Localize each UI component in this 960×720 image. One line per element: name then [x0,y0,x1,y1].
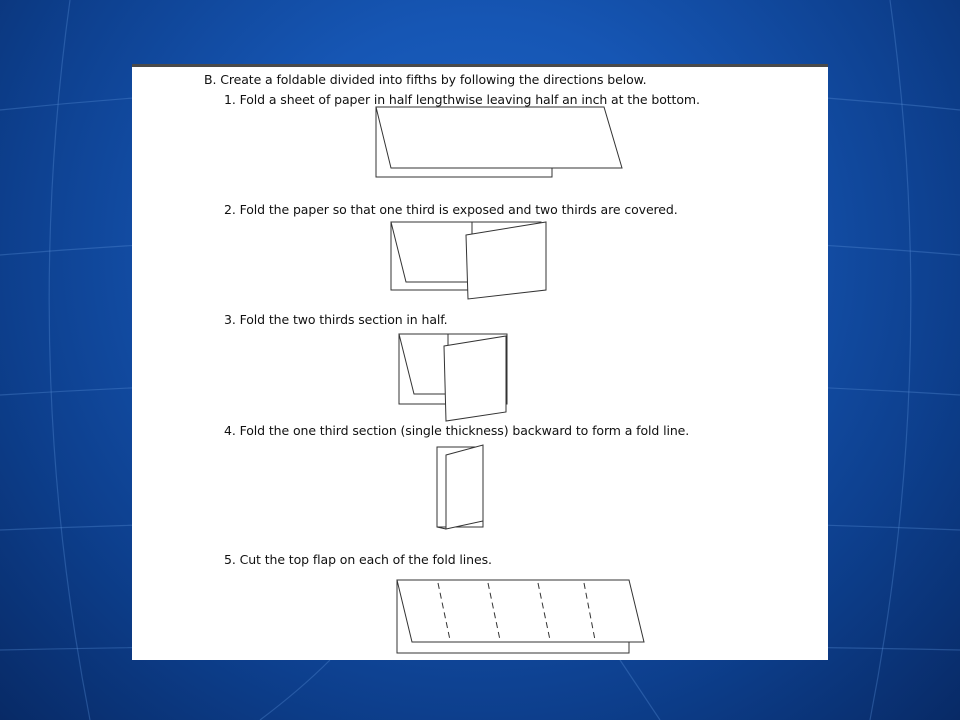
step-5-diagram [394,577,654,659]
step-2-diagram [388,220,558,305]
top-flap [397,580,644,642]
front-panel [446,445,483,529]
step-3-diagram [396,332,516,427]
step-5-text: 5. Cut the top flap on each of the fold lines. [224,552,492,567]
step-4-text: 4. Fold the one third section (single thickness) backward to form a fold line. [224,423,690,438]
heading: B. Create a foldable divided into fifths by following the directions below. [204,72,647,87]
exposed-third [399,334,448,394]
step-1-diagram [372,105,632,185]
step-1-text: 1. Fold a sheet of paper in half lengthwise leaving half an inch at the bottom. [224,92,700,107]
document-page [132,64,828,660]
step-3-text: 3. Fold the two thirds section in half. [224,312,448,327]
step-4-diagram [434,443,494,538]
folded-half [444,336,506,421]
step-2-text: 2. Fold the paper so that one third is exposed and two thirds are covered. [224,202,678,217]
covering-flap [466,222,546,299]
exposed-third [391,222,472,282]
front-flap [376,107,622,168]
